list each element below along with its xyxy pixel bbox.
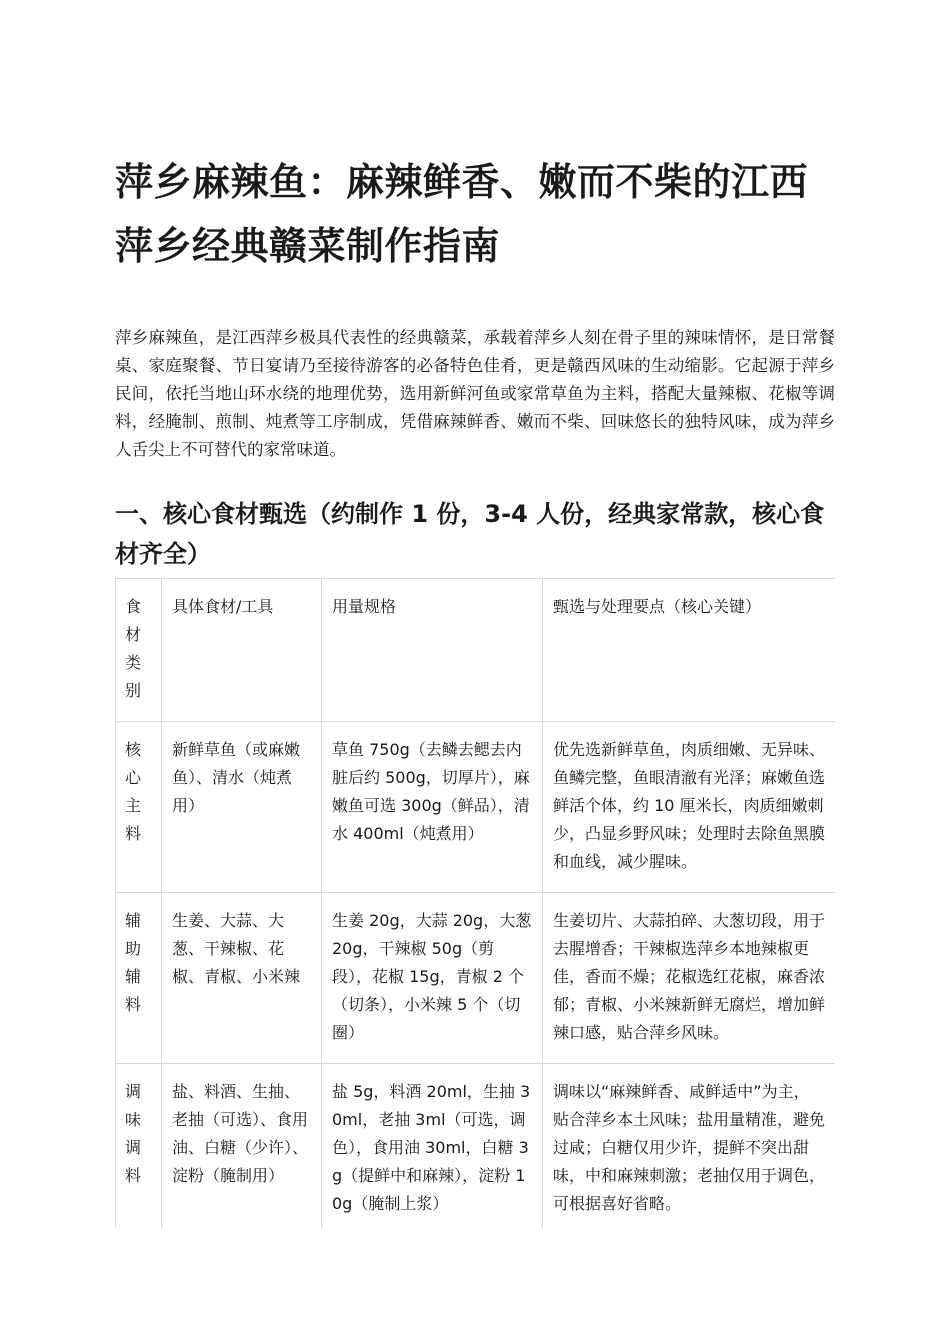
page-title: 萍乡麻辣鱼：麻辣鲜香、嫩而不柴的江西萍乡经典赣菜制作指南	[115, 160, 809, 268]
row-items: 生姜、大蒜、大葱、干辣椒、花椒、青椒、小米辣	[162, 893, 322, 1064]
row-category: 调味调料	[116, 1064, 162, 1229]
header-items: 具体食材/工具	[162, 579, 322, 722]
row-items: 盐、料酒、生抽、老抽（可选）、食用油、白糖（少许）、淀粉（腌制用）	[162, 1064, 322, 1229]
row-amount: 草鱼 750g（去鳞去鳃去内脏后约 500g，切厚片），麻嫩鱼可选 300g（鲜品），清水 400ml（炖煮用）	[322, 722, 543, 893]
row-category: 核心主料	[116, 722, 162, 893]
row-notes: 调味以“麻辣鲜香、咸鲜适中”为主，贴合萍乡本土风味；盐用量精准，避免过咸；白糖仅用少许，提鲜不突出甜味，中和麻辣刺激；老抽仅用于调色，可根据喜好省略。	[543, 1064, 836, 1229]
header-category: 食材类别	[116, 579, 162, 722]
row-notes: 生姜切片、大蒜拍碎、大葱切段，用于去腥增香；干辣椒选萍乡本地辣椒更佳，香而不燥；花椒选红花椒，麻香浓郁；青椒、小米辣新鲜无腐烂，增加鲜辣口感，贴合萍乡风味。	[543, 893, 836, 1064]
table-row	[116, 893, 836, 1064]
row-amount: 盐 5g，料酒 20ml，生抽 30ml，老抽 3ml（可选，调色），食用油 30ml，白糖 3g（提鲜中和麻辣），淀粉 10g（腌制上浆）	[322, 1064, 543, 1229]
row-category: 辅助辅料	[116, 893, 162, 1064]
row-items: 新鲜草鱼（或麻嫩鱼）、清水（炖煮用）	[162, 722, 322, 893]
document-page	[115, 150, 835, 574]
header-notes: 甄选与处理要点（核心关键）	[543, 579, 836, 722]
section-heading: 一、核心食材甄选（约制作 1 份，3-4 人份，经典家常款，核心食材齐全）	[115, 500, 825, 568]
table-row	[116, 1064, 836, 1229]
table-row	[116, 722, 836, 893]
ingredients-table-container	[115, 578, 835, 1228]
row-notes: 优先选新鲜草鱼，肉质细嫩、无异味、鱼鳞完整，鱼眼清澈有光泽；麻嫩鱼选鲜活个体，约 10 厘米长，肉质细嫩刺少，凸显乡野风味；处理时去除鱼黑膜和血线，减少腥味。	[543, 722, 836, 893]
intro-paragraph: 萍乡麻辣鱼，是江西萍乡极具代表性的经典赣菜，承载着萍乡人刻在骨子里的辣味情怀，是日常餐桌、家庭聚餐、节日宴请乃至接待游客的必备特色佳肴，更是赣西风味的生动缩影。它起源于萍乡民间，依托当地山环水绕的地理优势，选用新鲜河鱼或家常草鱼为主料，搭配大量辣椒、花椒等调料，经腌制、煎制、炖煮等工序制成，凭借麻辣鲜香、嫩而不柴、回味悠长的独特风味，成为萍乡人舌尖上不可替代的家常味道。	[115, 328, 835, 459]
ingredients-table	[115, 578, 835, 1228]
table-header-row	[116, 579, 836, 722]
header-amount: 用量规格	[322, 579, 543, 722]
row-amount: 生姜 20g，大蒜 20g，大葱 20g，干辣椒 50g（剪段），花椒 15g，青椒 2 个（切条），小米辣 5 个（切圈）	[322, 893, 543, 1064]
